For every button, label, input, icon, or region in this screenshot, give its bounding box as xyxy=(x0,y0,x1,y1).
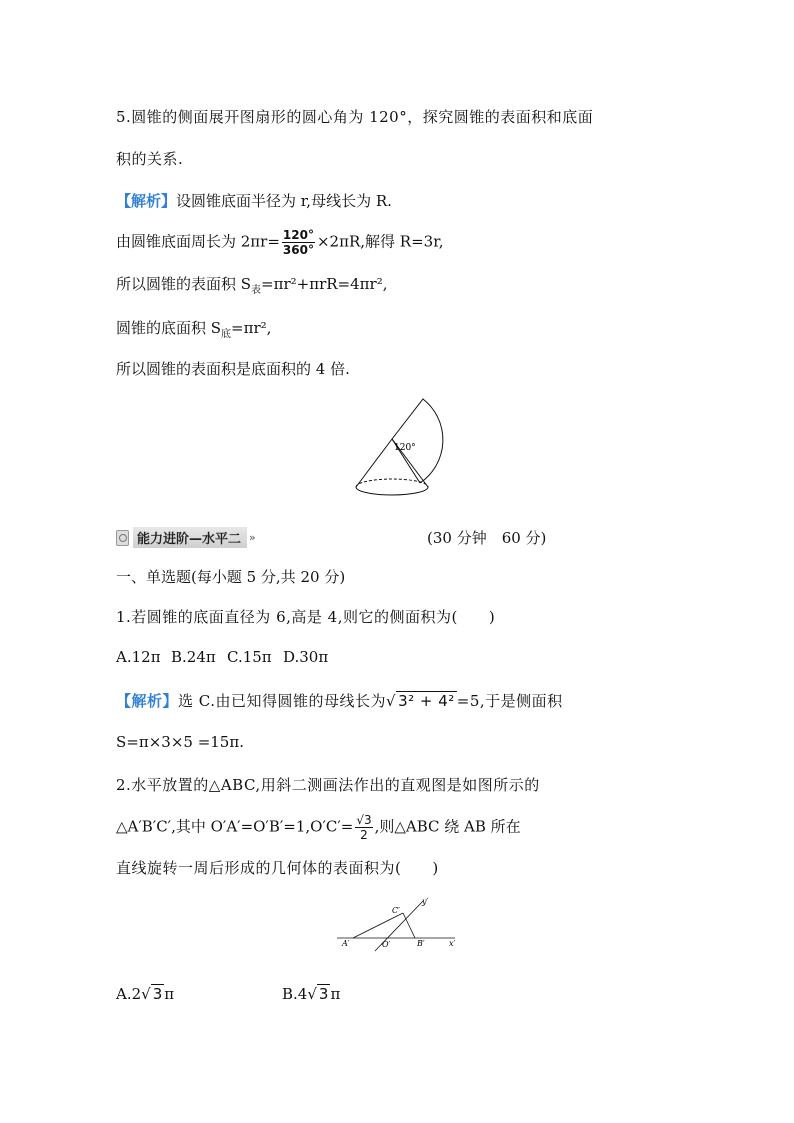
solution-5-text-4a: 圆锥的底面积 S xyxy=(116,319,222,337)
solution-5-text-3b: =πr²+πrR=4πr², xyxy=(261,275,388,293)
solution-5-text-3a: 所以圆锥的表面积 S xyxy=(116,275,252,293)
question-2-line-3: 直线旋转一周后形成的几何体的表面积为( ) xyxy=(116,859,439,877)
double-chevron-icon: » xyxy=(249,531,256,544)
question-2-option-a xyxy=(116,985,174,1003)
cone-base-front xyxy=(356,487,428,495)
solution-5-text-1: 设圆锥底面半径为 r,母线长为 R. xyxy=(176,192,392,210)
cone-base-back xyxy=(356,479,428,487)
section-title: 能力进阶—水平二 xyxy=(133,527,247,548)
question-2-option-b xyxy=(282,985,340,1003)
solution-tag: 【解析】 xyxy=(116,692,179,710)
sector-arc xyxy=(392,399,443,483)
subscript-base: 底 xyxy=(221,329,232,340)
part-1-heading: 一、单选题(每小题 5 分,共 20 分) xyxy=(116,568,346,586)
label-x-prime: x′ xyxy=(449,939,456,948)
radicand: 3² + 4² xyxy=(398,692,455,710)
question-1-options xyxy=(116,648,328,666)
option-b-pi: π xyxy=(330,985,341,1003)
label-o-prime: O′ xyxy=(382,940,391,949)
question-2-line-2 xyxy=(116,813,521,842)
solution-1-text-b: =5,于是侧面积 xyxy=(456,692,563,710)
radicand: 3 xyxy=(318,985,329,1003)
solution-1-text-a: 选 C.由已知得圆锥的母线长为 xyxy=(178,692,386,710)
option-c: C.15π xyxy=(227,648,272,666)
side-c-b xyxy=(403,913,415,938)
solution-5-line-1 xyxy=(116,190,392,211)
option-b: B.24π xyxy=(171,648,216,666)
label-y-prime: y′ xyxy=(422,897,429,906)
radicand: 3 xyxy=(152,985,163,1003)
question-5-line-2: 积的关系. xyxy=(116,150,184,168)
question-2-line-1: 2.水平放置的△ABC,用斜二测画法作出的直观图是如图所示的 xyxy=(116,776,540,794)
solution-5-line-5: 所以圆锥的表面积是底面积的 4 倍. xyxy=(116,360,350,378)
fraction-sqrt3-over-2 xyxy=(355,813,372,842)
option-a: A.12π xyxy=(116,648,161,666)
solution-5-text-2b: ×2πR,解得 R=3r, xyxy=(316,232,444,251)
section-badge-icon xyxy=(116,530,129,546)
question-1-stem: 1.若圆锥的底面直径为 6,高是 4,则它的侧面积为( ) xyxy=(116,608,496,626)
subscript-surface: 表 xyxy=(251,285,262,296)
question-5-line-1: 5.圆锥的侧面展开图扇形的圆心角为 120°，探究圆锥的表面积和底面 xyxy=(116,108,594,126)
oblique-triangle-figure xyxy=(335,893,465,953)
label-b-prime: B′ xyxy=(417,939,425,948)
sqrt-3: √ 3 xyxy=(307,985,329,1003)
solution-5-line-4 xyxy=(116,317,271,340)
sqrt-expression: √ 3² + 4² xyxy=(386,692,455,710)
section-header xyxy=(116,527,256,548)
time-limit: (30 分钟 60 分) xyxy=(427,529,547,547)
fraction-numerator: 120° xyxy=(282,228,314,242)
question-2-text-a: △A′B′C′,其中 O′A′=O′B′=1,O′C′= xyxy=(116,817,354,836)
option-b-text: B.4 xyxy=(282,985,308,1003)
option-a-text: A.2 xyxy=(116,985,142,1003)
fraction-numerator: √3 xyxy=(356,813,372,827)
sqrt-3: √ 3 xyxy=(141,985,163,1003)
label-c-prime: C′ xyxy=(392,906,400,915)
side-a-c xyxy=(353,913,403,938)
angle-label: 120° xyxy=(394,443,416,453)
cone-unfolding-figure xyxy=(350,395,450,502)
solution-1-line-1 xyxy=(116,690,563,711)
solution-5-text-2a: 由圆锥底面周长为 2πr= xyxy=(116,232,280,251)
solution-5-text-4b: =πr², xyxy=(231,319,272,337)
solution-5-line-3 xyxy=(116,273,387,296)
fraction-denominator: 360° xyxy=(282,243,314,257)
option-a-pi: π xyxy=(164,985,175,1003)
option-d: D.30π xyxy=(283,648,329,666)
solution-tag: 【解析】 xyxy=(116,192,177,210)
question-2-text-b: ,则△ABC 绕 AB 所在 xyxy=(374,817,521,836)
label-a-prime: A′ xyxy=(342,939,350,948)
fraction-120-360 xyxy=(282,228,315,257)
fraction-denominator: 2 xyxy=(360,828,368,842)
solution-1-line-2: S=π×3×5 =15π. xyxy=(116,733,244,751)
solution-5-line-2 xyxy=(116,228,443,257)
